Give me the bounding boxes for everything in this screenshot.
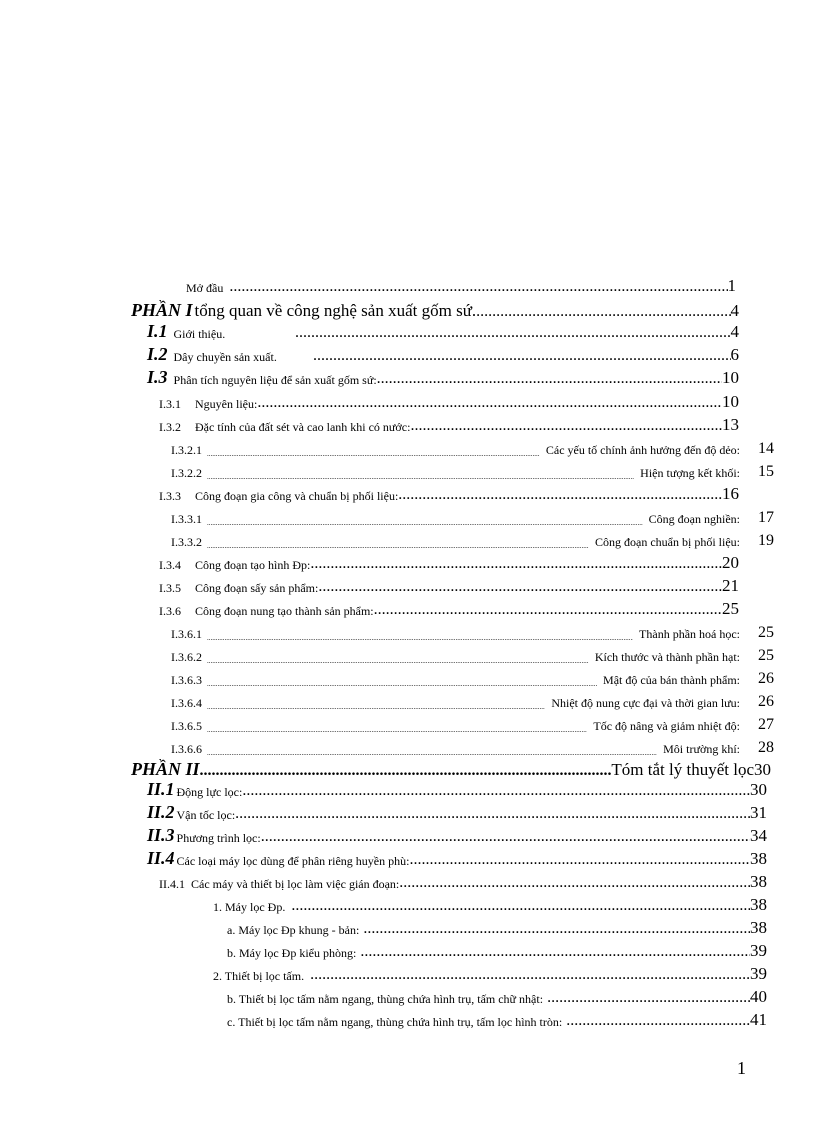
- toc-entry[interactable]: [227, 985, 767, 1007]
- toc-entry-number: I.2: [147, 344, 168, 364]
- toc-entry-text: Hiện tượng kết khối:: [640, 466, 740, 480]
- toc-entry[interactable]: [159, 413, 739, 435]
- toc-entry[interactable]: [171, 620, 774, 642]
- toc-leader-dots: [566, 1012, 750, 1030]
- toc-leader-dots: [410, 417, 722, 435]
- toc-entry-page: 4: [730, 322, 739, 341]
- toc-entry-text: 1. Máy lọc Đp.: [213, 900, 286, 914]
- toc-entry[interactable]: [147, 801, 767, 823]
- toc-entry-text: tổng quan về công nghệ sản xuất gốm sứ.: [194, 301, 477, 320]
- toc-entry-page: 15: [758, 463, 774, 480]
- toc-entry-number: I.3.4: [159, 558, 181, 572]
- toc-entry-text: Giới thiệu.: [173, 327, 226, 341]
- toc-leader-dots: [229, 278, 727, 296]
- toc-entry-text: b. Máy lọc Đp kiểu phòng:: [227, 946, 357, 960]
- toc-entry-text: Công đoạn nung tạo thành sản phẩm:: [195, 604, 374, 618]
- toc-leader-dots: [409, 851, 750, 869]
- toc-entry-number: I.3.3: [159, 489, 181, 503]
- toc-entry-page: 14: [758, 440, 774, 457]
- toc-entry[interactable]: [147, 847, 767, 869]
- toc-entry-page: 26: [758, 670, 774, 687]
- toc-leader-dots: [374, 601, 722, 619]
- toc-entry-page: 13: [722, 415, 739, 434]
- toc-entry-page: 34: [750, 826, 767, 845]
- toc-entry-page: 4: [730, 301, 739, 320]
- toc-entry-text: Đặc tính của đất sét và cao lanh khi có nước:: [195, 420, 411, 434]
- toc-entry[interactable]: [131, 297, 739, 321]
- toc-entry-text: 2. Thiết bị lọc tấm.: [213, 969, 305, 983]
- toc-entry-number: I.1: [147, 321, 168, 341]
- toc-entry-page: 28: [758, 739, 774, 756]
- toc-entry-page: 19: [758, 532, 774, 549]
- toc-entry[interactable]: [171, 505, 774, 527]
- toc-entry-number: I.3.6.4: [171, 696, 202, 710]
- toc-entry-page: 40: [750, 987, 767, 1006]
- toc-entry-number: II.3: [147, 825, 175, 845]
- toc-entry-page: 38: [750, 918, 767, 937]
- toc-entry-page: 41: [750, 1010, 767, 1029]
- toc-leader-dots: [207, 473, 634, 481]
- toc-entry-page: 30: [754, 760, 771, 779]
- toc-entry-page: 27: [758, 716, 774, 733]
- toc-entry-page: 10: [722, 392, 739, 411]
- toc-leader-dots: [398, 486, 722, 504]
- toc-entry-number: PHẦN II: [131, 759, 200, 779]
- toc-entry[interactable]: [171, 666, 774, 688]
- toc-entry-page: 25: [758, 624, 774, 641]
- toc-entry-text: Nhiệt độ nung cực đại và thời gian lưu:: [551, 696, 740, 710]
- toc-entry-page: 25: [758, 647, 774, 664]
- toc-entry[interactable]: [159, 551, 739, 573]
- toc-entry[interactable]: [159, 390, 739, 412]
- toc-entry-page: 39: [750, 964, 767, 983]
- toc-entry[interactable]: [171, 689, 774, 711]
- toc-entry[interactable]: [147, 366, 739, 388]
- toc-leader-dots: [207, 450, 540, 458]
- toc-entry-page: 1: [727, 276, 736, 295]
- toc-entry-text: Nguyên liệu:: [195, 397, 258, 411]
- toc-entry-page: 21: [722, 576, 739, 595]
- toc-entry[interactable]: [159, 482, 739, 504]
- toc-entry[interactable]: [227, 1008, 767, 1030]
- toc-entry-page: 6: [730, 345, 739, 364]
- toc-leader-dots: [476, 303, 730, 321]
- toc-entry[interactable]: [147, 778, 767, 800]
- toc-entry[interactable]: [227, 939, 767, 961]
- toc-leader-dots: [207, 726, 587, 734]
- toc-entry-number: II.4.1: [159, 877, 185, 891]
- toc-entry-number: I.3.3.1: [171, 512, 202, 526]
- toc-entry-number: I.3.5: [159, 581, 181, 595]
- toc-entry-text: Các loại máy lọc dùng để phân riêng huyền phù:: [176, 854, 410, 868]
- toc-leader-dots: [207, 680, 597, 688]
- toc-entry-text: Phân tích nguyên liệu để sản xuất gốm sứ:: [173, 373, 377, 387]
- toc-leader-dots: [242, 782, 750, 800]
- toc-entry-text: Mật độ của bán thành phẩm:: [603, 673, 740, 687]
- toc-entry-number: II.4: [147, 848, 175, 868]
- toc-leader-dots: [310, 555, 722, 573]
- toc-entry[interactable]: [171, 436, 774, 458]
- toc-entry-text: Thành phần hoá học:: [639, 627, 740, 641]
- toc-entry-page: 38: [750, 895, 767, 914]
- toc-entry[interactable]: [147, 343, 739, 365]
- toc-leader-dots: [547, 989, 750, 1007]
- toc-leader-dots: [310, 966, 750, 984]
- toc-entry[interactable]: [171, 528, 774, 550]
- toc-entry[interactable]: [171, 712, 774, 734]
- toc-entry-page: 20: [722, 553, 739, 572]
- toc-entry-page: 17: [758, 509, 774, 526]
- toc-entry-number: II.2: [147, 802, 175, 822]
- toc-entry[interactable]: [131, 754, 771, 780]
- toc-entry-number: I.3.2: [159, 420, 181, 434]
- toc-entry-text: Kích thước và thành phần hạt:: [594, 650, 740, 664]
- toc-leader-dots: [207, 703, 545, 711]
- toc-entry-page: 31: [750, 803, 767, 822]
- toc-leader-dots: [207, 657, 589, 665]
- toc-entry-number: II.1: [147, 779, 175, 799]
- toc-entry-text: Các máy và thiết bị lọc làm việc gián đoạn:: [191, 877, 400, 891]
- toc-leader-dots: [261, 828, 750, 846]
- page-number: 1: [737, 1058, 746, 1078]
- toc-entry-page: 39: [750, 941, 767, 960]
- toc-leader-dots: [291, 897, 750, 915]
- toc-entry[interactable]: [171, 643, 774, 665]
- toc-entry-number: I.3.3.2: [171, 535, 202, 549]
- toc-entry[interactable]: [147, 824, 767, 846]
- toc-entry[interactable]: [159, 870, 767, 892]
- toc-entry-text: Môi trường khí:: [663, 742, 740, 756]
- toc-entry-number: I.3.2.2: [171, 466, 202, 480]
- toc-entry[interactable]: [159, 597, 739, 619]
- toc-entry-number: I.3.6.5: [171, 719, 202, 733]
- toc-leader-dots: [377, 370, 722, 388]
- toc-entry-number: I.3.6.6: [171, 742, 202, 756]
- toc-entry-number: I.3.2.1: [171, 443, 202, 457]
- toc-entry[interactable]: [213, 893, 767, 915]
- toc-leader-dots: [235, 805, 750, 823]
- toc-entry-text: Công đoạn sấy sản phẩm:: [195, 581, 319, 595]
- toc-entry-text: Tốc độ nâng và giảm nhiệt độ:: [593, 719, 740, 733]
- toc-entry-number: I.3: [147, 367, 168, 387]
- toc-entry-number: I.3.1: [159, 397, 181, 411]
- toc-entry-page: 38: [750, 849, 767, 868]
- toc-entry-number: I.3.6.1: [171, 627, 202, 641]
- toc-entry-text: Công đoạn nghiền:: [648, 512, 740, 526]
- toc-entry-text: Động lực lọc:: [176, 785, 243, 799]
- toc-entry-text: Mở đầu: [186, 281, 224, 295]
- toc-entry-text: Công đoạn gia công và chuẩn bị phối liệu:: [195, 489, 399, 503]
- toc-leader-dots: [313, 347, 731, 365]
- toc-leader-dots: [363, 920, 750, 938]
- toc-leader-dots: [207, 542, 589, 550]
- toc-leader-dots: [318, 578, 722, 596]
- toc-entry-number: PHẦN I: [131, 300, 193, 320]
- toc-entry-text: Dây chuyền sản xuất.: [173, 350, 277, 364]
- toc-entry[interactable]: [213, 962, 767, 984]
- toc-entry-text: Công đoạn tạo hình Đp:: [195, 558, 311, 572]
- toc-entry-page: 25: [722, 599, 739, 618]
- toc-entry-text: Vận tốc lọc:: [176, 808, 236, 822]
- toc-entry-text: Công đoạn chuẩn bị phối liệu:: [595, 535, 740, 549]
- toc-leader-dots: [257, 394, 722, 412]
- toc-entry-number: I.3.6.3: [171, 673, 202, 687]
- toc-entry-text: a. Máy lọc Đp khung - bản:: [227, 923, 360, 937]
- toc-entry-text: Tóm tắt lý thuyết lọc: [611, 760, 754, 779]
- toc-entry-number: I.3.6: [159, 604, 181, 618]
- toc-entry[interactable]: [159, 574, 739, 596]
- toc-leader-dots: [295, 324, 731, 342]
- toc-leader-dots: [360, 943, 750, 961]
- toc-leader-dots: [207, 634, 633, 642]
- toc-entry-page: 10: [722, 368, 739, 387]
- toc-entry-page: 16: [722, 484, 739, 503]
- toc-entry-text: c. Thiết bị lọc tấm nằm ngang, thùng chứa hình trụ, tấm lọc hình tròn:: [227, 1015, 563, 1029]
- toc-entry-page: 26: [758, 693, 774, 710]
- toc-entry[interactable]: [147, 320, 739, 342]
- toc-entry-number: I.3.6.2: [171, 650, 202, 664]
- toc-leader-dots: [399, 874, 750, 892]
- toc-entry-text: b. Thiết bị lọc tấm nằm ngang, thùng chứa hình trụ, tấm chữ nhật:: [227, 992, 544, 1006]
- toc-entry[interactable]: [186, 276, 736, 296]
- toc-entry-text: Các yếu tố chính ảnh hưởng đến độ dẻo:: [545, 443, 740, 457]
- toc-entry-text: Phương trình lọc:: [176, 831, 261, 845]
- toc-entry-page: 38: [750, 872, 767, 891]
- toc-entry[interactable]: [227, 916, 767, 938]
- toc-leader-dots: [207, 519, 643, 527]
- toc-entry[interactable]: [171, 459, 774, 481]
- toc-entry-page: 30: [750, 780, 767, 799]
